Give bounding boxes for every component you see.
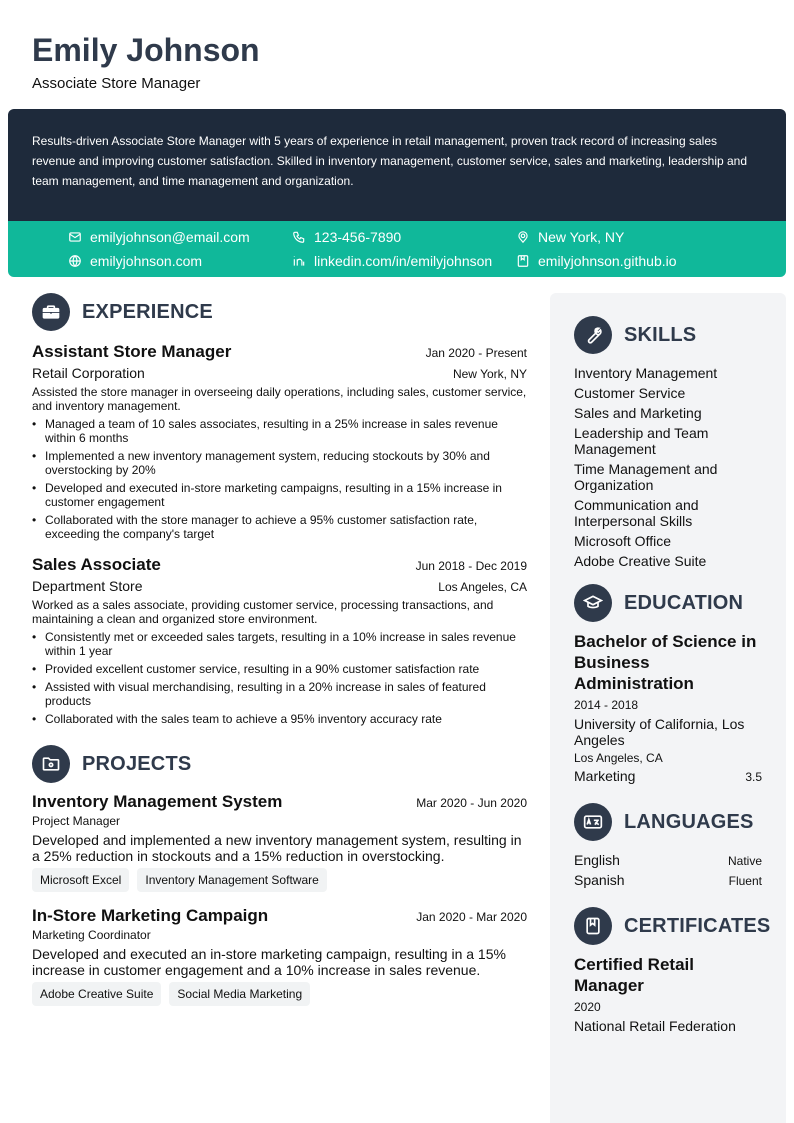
wrench-icon — [574, 316, 612, 354]
sidebar — [550, 293, 786, 1123]
contact-github[interactable] — [516, 252, 677, 270]
project-description: Developed and implemented a new inventory management system, resulting in a 25% reduction in stockouts and a 15% reduction in overstocking. — [32, 832, 522, 864]
project-entry — [32, 792, 527, 892]
job-bullet: • Assisted with visual merchandising, resulting in a 20% increase in sales of featured products — [45, 680, 527, 708]
job-description: Assisted the store manager in overseeing daily operations, including sales, customer service, and inventory management. — [32, 385, 527, 413]
job-title: Assistant Store Manager — [32, 342, 232, 361]
candidate-name: Emily Johnson — [32, 32, 260, 68]
languages-heading — [574, 802, 762, 842]
project-entry — [32, 906, 527, 1006]
project-date: Jan 2020 - Mar 2020 — [416, 910, 527, 924]
globe-icon — [68, 254, 82, 268]
education-degree: Bachelor of Science in Business Administration — [574, 632, 757, 693]
main-column — [32, 292, 527, 1006]
skill-item: Leadership and Team Management — [574, 425, 709, 457]
job-location: New York, NY — [452, 367, 527, 381]
project-tag: Microsoft Excel — [32, 868, 129, 892]
graduation-cap-icon — [574, 584, 612, 622]
phone-icon — [292, 230, 306, 244]
project-date: Mar 2020 - Jun 2020 — [416, 796, 527, 810]
education-years: 2014 - 2018 — [574, 698, 639, 712]
job-bullet: • Developed and executed in-store marketing campaigns, resulting in a 15% increase in customer engagement — [45, 481, 527, 509]
skill-item: Time Management and Organization — [574, 461, 718, 493]
bookmark-icon — [516, 254, 530, 268]
contact-phone-text: 123-456-7890 — [314, 229, 402, 245]
summary-text: Results-driven Associate Store Manager with 5 years of experience in retail management, proven track record of increasing sales revenue and improving customer satisfaction. Skilled in inventory management, customer service, sales and marketing, leadership and team management, and time management and organization. — [32, 134, 748, 188]
job-description: Worked as a sales associate, providing customer service, processing transactions, and maintaining a clean and organized store environment. — [32, 598, 494, 626]
job-date: Jun 2018 - Dec 2019 — [415, 559, 527, 573]
contact-website[interactable] — [68, 252, 202, 270]
certificates-heading — [574, 906, 771, 946]
contact-email-text: emilyjohnson@email.com — [90, 229, 250, 245]
contact-bar — [8, 221, 786, 277]
skill-item: Communication and Interpersonal Skills — [574, 497, 699, 529]
project-tag: Social Media Marketing — [169, 982, 310, 1006]
contact-github-text: emilyjohnson.github.io — [538, 253, 677, 269]
job-bullet: • Implemented a new inventory management system, reducing stockouts by 30% and overstocking by 20% — [45, 449, 527, 477]
language-level: Fluent — [728, 874, 762, 888]
linkedin-icon — [292, 254, 306, 268]
job-bullets — [32, 417, 527, 541]
briefcase-icon — [32, 293, 70, 331]
project-title: Inventory Management System — [32, 792, 283, 811]
contact-linkedin[interactable] — [292, 252, 492, 270]
job-title: Sales Associate — [32, 555, 161, 574]
candidate-title: Associate Store Manager — [32, 75, 201, 92]
skill-item: Microsoft Office — [574, 533, 671, 549]
job-bullet: • Provided excellent customer service, resulting in a 90% customer satisfaction rate — [45, 662, 527, 676]
skills-title: SKILLS — [624, 323, 697, 346]
project-role: Project Manager — [32, 814, 121, 828]
education-gpa: 3.5 — [745, 770, 762, 784]
education-location: Los Angeles, CA — [574, 751, 663, 765]
translate-icon — [574, 803, 612, 841]
certificates-title: CERTIFICATES — [624, 914, 771, 937]
skill-item: Customer Service — [574, 385, 686, 401]
job-company: Department Store — [32, 578, 143, 594]
job-bullets — [32, 630, 527, 726]
project-title: In-Store Marketing Campaign — [32, 906, 269, 925]
language-level: Native — [727, 854, 762, 868]
experience-title: EXPERIENCE — [82, 300, 213, 323]
job-bullet: • Collaborated with the store manager to achieve a 95% customer satisfaction rate, exceeding the company's target — [45, 513, 527, 541]
mail-icon — [68, 230, 82, 244]
certificate-year: 2020 — [574, 1000, 601, 1014]
skills-heading — [574, 315, 762, 355]
language-name: English — [574, 852, 620, 868]
job-date: Jan 2020 - Present — [425, 346, 527, 360]
skills-list — [574, 365, 762, 569]
job-bullet: • Managed a team of 10 sales associates, resulting in a 25% increase in sales revenue within 6 months — [45, 417, 527, 445]
contact-location — [516, 228, 624, 246]
education-field: Marketing — [574, 768, 636, 784]
projects-heading — [32, 744, 527, 784]
project-description: Developed and executed an in-store marketing campaign, resulting in a 15% increase in customer engagement and a 10% increase in sales revenue. — [32, 946, 506, 978]
map-pin-icon — [516, 230, 530, 244]
languages-list — [574, 852, 762, 888]
project-tags — [32, 982, 527, 1006]
skill-item: Sales and Marketing — [574, 405, 702, 421]
contact-linkedin-text: linkedin.com/in/emilyjohnson — [314, 253, 493, 269]
certificate-name: Certified Retail Manager — [574, 955, 694, 995]
job-location: Los Angeles, CA — [438, 580, 527, 594]
folder-icon — [32, 745, 70, 783]
education-title: EDUCATION — [624, 591, 744, 614]
job-bullet: • Collaborated with the sales team to achieve a 95% inventory accuracy rate — [45, 712, 527, 726]
experience-entry — [32, 342, 527, 541]
job-company: Retail Corporation — [32, 365, 145, 381]
resume-header — [32, 30, 260, 92]
project-role: Marketing Coordinator — [32, 928, 151, 942]
contact-phone[interactable] — [292, 228, 401, 246]
summary-section — [8, 109, 786, 221]
language-item — [574, 852, 762, 868]
project-tags — [32, 868, 527, 892]
skill-item: Inventory Management — [574, 365, 718, 381]
language-item — [574, 872, 762, 888]
education-field-row — [574, 768, 762, 784]
skill-item: Adobe Creative Suite — [574, 553, 707, 569]
project-tag: Inventory Management Software — [137, 868, 326, 892]
project-tag: Adobe Creative Suite — [32, 982, 161, 1006]
education-school: University of California, Los Angeles — [574, 716, 745, 748]
languages-title: LANGUAGES — [624, 810, 754, 833]
job-bullet: • Consistently met or exceeded sales targets, resulting in a 10% increase in sales revenue within 1 year — [45, 630, 527, 658]
projects-title: PROJECTS — [82, 752, 192, 775]
experience-heading — [32, 292, 527, 332]
contact-location-text: New York, NY — [538, 229, 625, 245]
experience-entry — [32, 555, 527, 726]
contact-email[interactable] — [68, 228, 250, 246]
bookmark-book-icon — [574, 907, 612, 945]
education-heading — [574, 583, 762, 623]
certificate-issuer: National Retail Federation — [574, 1018, 736, 1034]
language-name: Spanish — [574, 872, 625, 888]
contact-website-text: emilyjohnson.com — [90, 253, 203, 269]
